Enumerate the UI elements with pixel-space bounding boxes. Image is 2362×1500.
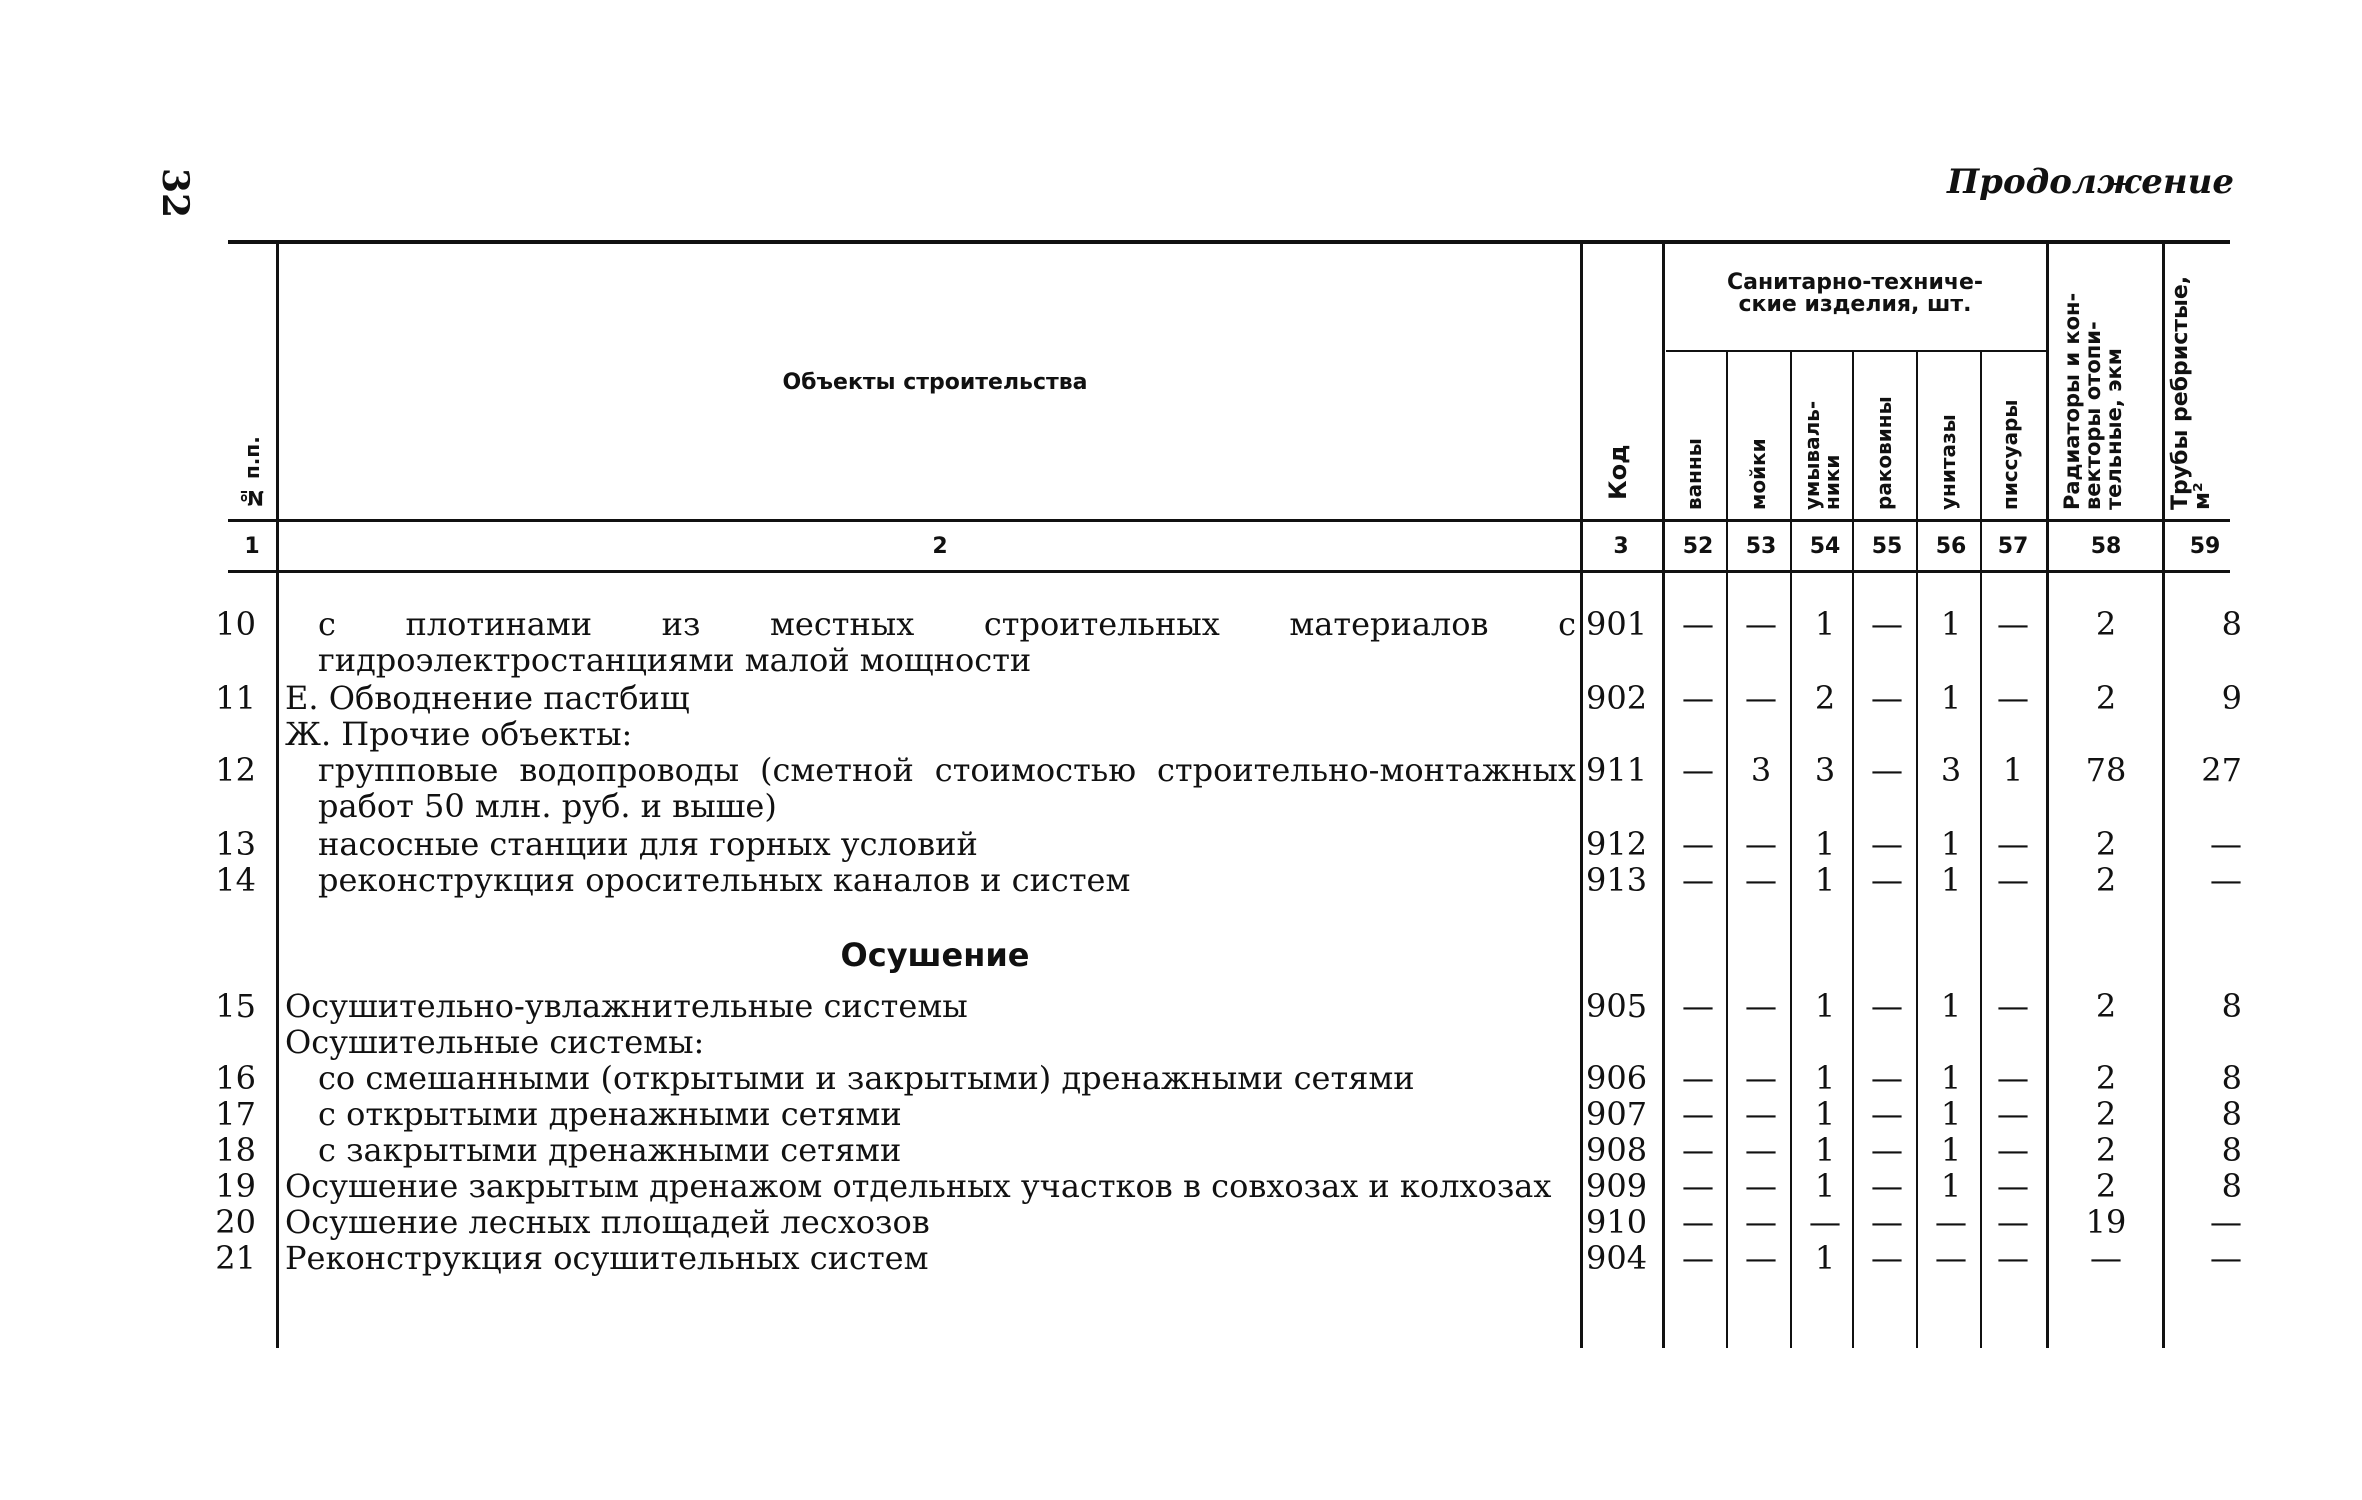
colnum-54: 54 — [1809, 534, 1841, 559]
row-value-57: — — [1997, 1095, 2029, 1133]
row-code: 913 — [1586, 861, 1648, 899]
colnum-2: 2 — [932, 534, 948, 559]
row-value-52: — — [1682, 605, 1714, 643]
row-value-52: — — [1682, 1203, 1714, 1241]
row-code: 905 — [1586, 987, 1648, 1025]
row-number: 21 — [215, 1239, 256, 1277]
header-sub-0: ванны — [1682, 438, 1706, 510]
row-value-58: 78 — [2085, 751, 2127, 789]
row-code: 907 — [1586, 1095, 1648, 1133]
continued-label: Продолжение — [1947, 162, 2234, 202]
row-object-name: Ж. Прочие объекты: — [285, 715, 633, 753]
colnum-59: 59 — [2189, 534, 2221, 559]
row-value-56: 1 — [1940, 1167, 1962, 1205]
header-code: Код — [1604, 444, 1632, 500]
row-value-52: — — [1682, 1095, 1714, 1133]
row-value-59: 27 — [2201, 751, 2242, 789]
row-value-55: — — [1871, 679, 1903, 717]
row-number: 16 — [215, 1059, 256, 1097]
row-value-55: — — [1871, 825, 1903, 863]
row-code: 906 — [1586, 1059, 1648, 1097]
row-number: 12 — [215, 751, 256, 789]
row-code: 908 — [1586, 1131, 1648, 1169]
header-sub-5: писсуары — [1998, 399, 2022, 510]
colnum-56: 56 — [1935, 534, 1967, 559]
header-sub-3: раковины — [1872, 396, 1896, 510]
colnum-bottom-rule — [228, 570, 2230, 573]
col-line-52 — [1662, 244, 1665, 1348]
row-code: 902 — [1586, 679, 1648, 717]
row-value-56: — — [1935, 1239, 1967, 1277]
row-value-57: — — [1997, 679, 2029, 717]
header-sub-4: унитазы — [1936, 414, 1960, 510]
row-value-58: 2 — [2095, 987, 2117, 1025]
row-value-52: — — [1682, 1059, 1714, 1097]
row-value-56: 1 — [1940, 861, 1962, 899]
colnum-55: 55 — [1871, 534, 1903, 559]
row-value-53: — — [1745, 1095, 1777, 1133]
row-number: 15 — [215, 987, 256, 1025]
row-value-52: — — [1682, 825, 1714, 863]
row-value-59: 8 — [2221, 1059, 2242, 1097]
colnum-1: 1 — [244, 534, 260, 559]
row-value-58: 2 — [2095, 825, 2117, 863]
row-value-55: — — [1871, 861, 1903, 899]
row-value-53: 3 — [1750, 751, 1772, 789]
row-value-54: 1 — [1814, 1095, 1836, 1133]
row-value-55: — — [1871, 1059, 1903, 1097]
row-value-59: — — [2210, 825, 2242, 863]
row-value-58: 2 — [2095, 1095, 2117, 1133]
row-value-57: — — [1997, 605, 2029, 643]
row-value-53: — — [1745, 861, 1777, 899]
row-object-name: Осушение закрытым дренажом отдельных участков в совхозах и колхозах — [285, 1167, 1552, 1205]
colnum-3: 3 — [1613, 534, 1629, 559]
col-line-56 — [1916, 350, 1918, 1348]
row-value-57: — — [1997, 825, 2029, 863]
col-line-54 — [1790, 350, 1792, 1348]
row-value-54: 1 — [1814, 825, 1836, 863]
row-value-57: — — [1997, 987, 2029, 1025]
row-value-58: 2 — [2095, 1131, 2117, 1169]
row-value-56: 1 — [1940, 1095, 1962, 1133]
row-value-53: — — [1745, 605, 1777, 643]
row-value-58: 2 — [2095, 679, 2117, 717]
row-value-59: 8 — [2221, 1167, 2242, 1205]
row-value-56: 1 — [1940, 605, 1962, 643]
row-number: 19 — [215, 1167, 256, 1205]
row-value-52: — — [1682, 987, 1714, 1025]
section-title: Осушение — [840, 936, 1030, 974]
colnum-58: 58 — [2090, 534, 2122, 559]
row-value-59: — — [2210, 1239, 2242, 1277]
row-code: 911 — [1586, 751, 1648, 789]
row-value-55: — — [1871, 1239, 1903, 1277]
row-object-name: Осушительно-увлажнительные системы — [285, 987, 968, 1025]
row-value-54: 2 — [1814, 679, 1836, 717]
row-code: 909 — [1586, 1167, 1648, 1205]
header-bottom-rule — [228, 519, 2230, 522]
row-value-53: — — [1745, 1239, 1777, 1277]
row-value-59: — — [2210, 1203, 2242, 1241]
row-object-name: с открытыми дренажными сетями — [318, 1095, 902, 1133]
row-number: 11 — [215, 679, 256, 717]
row-value-58: — — [2090, 1239, 2122, 1277]
row-code: 910 — [1586, 1203, 1648, 1241]
row-object-name: с плотинами из местных строительных материалов с гидроэлектростанциями малой мощности — [318, 605, 1576, 679]
row-value-54: 1 — [1814, 987, 1836, 1025]
row-value-55: — — [1871, 987, 1903, 1025]
row-value-52: — — [1682, 1239, 1714, 1277]
col-line-code — [1580, 244, 1583, 1348]
header-radiators: Радиаторы и кон- векторы отопи- тельные, экм — [2060, 292, 2126, 510]
row-code: 912 — [1586, 825, 1648, 863]
row-number: 17 — [215, 1095, 256, 1133]
row-value-58: 19 — [2085, 1203, 2127, 1241]
header-pipes: Трубы ребристые, м² — [2168, 275, 2215, 510]
row-value-56: 1 — [1940, 1131, 1962, 1169]
row-value-55: — — [1871, 1095, 1903, 1133]
row-value-57: — — [1997, 1239, 2029, 1277]
row-value-54: 3 — [1814, 751, 1836, 789]
col-line-57 — [1980, 350, 1982, 1348]
row-value-58: 2 — [2095, 861, 2117, 899]
row-value-53: — — [1745, 987, 1777, 1025]
header-objects: Объекты строительства — [782, 370, 1088, 395]
row-code: 904 — [1586, 1239, 1648, 1277]
row-object-name: с закрытыми дренажными сетями — [318, 1131, 902, 1169]
row-value-56: — — [1935, 1203, 1967, 1241]
table-top-rule — [228, 240, 2230, 244]
row-value-57: — — [1997, 1203, 2029, 1241]
row-value-56: 3 — [1940, 751, 1962, 789]
row-value-52: — — [1682, 861, 1714, 899]
col-line-num — [276, 244, 279, 1348]
row-number: 20 — [215, 1203, 256, 1241]
row-number: 18 — [215, 1131, 256, 1169]
row-value-53: — — [1745, 1167, 1777, 1205]
row-number: 10 — [215, 605, 256, 643]
row-value-53: — — [1745, 679, 1777, 717]
row-value-53: — — [1745, 825, 1777, 863]
row-object-name: Реконструкция осушительных систем — [285, 1239, 929, 1277]
header-sanitary: Санитарно-техниче- ские изделия, шт. — [1726, 270, 1984, 317]
row-value-58: 2 — [2095, 1059, 2117, 1097]
row-value-57: — — [1997, 1131, 2029, 1169]
row-value-59: — — [2210, 861, 2242, 899]
header-num: № п.п. — [240, 436, 264, 510]
row-value-59: 8 — [2221, 1095, 2242, 1133]
row-code: 901 — [1586, 605, 1648, 643]
row-value-56: 1 — [1940, 825, 1962, 863]
col-line-53 — [1726, 350, 1728, 1348]
header-sub-1: мойки — [1746, 438, 1770, 510]
row-object-name: групповые водопроводы (сметной стоимостью строительно-монтажных работ 50 млн. руб. и выше) — [318, 751, 1576, 825]
page-number: 32 — [154, 168, 196, 219]
row-object-name: со смешанными (открытыми и закрытыми) дренажными сетями — [318, 1059, 1415, 1097]
row-value-56: 1 — [1940, 1059, 1962, 1097]
row-value-57: — — [1997, 1059, 2029, 1097]
row-value-52: — — [1682, 751, 1714, 789]
row-value-58: 2 — [2095, 605, 2117, 643]
row-value-54: 1 — [1814, 1167, 1836, 1205]
row-value-54: 1 — [1814, 1239, 1836, 1277]
row-value-53: — — [1745, 1203, 1777, 1241]
row-value-59: 9 — [2221, 679, 2242, 717]
row-object-name: реконструкция оросительных каналов и систем — [318, 861, 1131, 899]
row-value-53: — — [1745, 1131, 1777, 1169]
col-line-58 — [2046, 244, 2049, 1348]
row-value-57: — — [1997, 1167, 2029, 1205]
row-object-name: Осушительные системы: — [285, 1023, 705, 1061]
row-value-55: — — [1871, 751, 1903, 789]
row-value-56: 1 — [1940, 679, 1962, 717]
row-value-53: — — [1745, 1059, 1777, 1097]
row-value-54: — — [1809, 1203, 1841, 1241]
row-value-54: 1 — [1814, 861, 1836, 899]
row-value-57: — — [1997, 861, 2029, 899]
row-value-54: 1 — [1814, 605, 1836, 643]
sanitary-subheader-rule — [1666, 350, 2046, 352]
row-value-55: — — [1871, 605, 1903, 643]
row-number: 14 — [215, 861, 256, 899]
row-object-name: Осушение лесных площадей лесхозов — [285, 1203, 930, 1241]
row-value-59: 8 — [2221, 987, 2242, 1025]
row-value-57: 1 — [2002, 751, 2024, 789]
row-object-name: Е. Обводнение пастбищ — [285, 679, 690, 717]
row-value-54: 1 — [1814, 1059, 1836, 1097]
row-object-name: насосные станции для горных условий — [318, 825, 978, 863]
row-value-52: — — [1682, 1131, 1714, 1169]
colnum-57: 57 — [1997, 534, 2029, 559]
row-value-59: 8 — [2221, 605, 2242, 643]
header-sub-2: умываль- ники — [1800, 400, 1844, 510]
colnum-53: 53 — [1745, 534, 1777, 559]
row-value-55: — — [1871, 1167, 1903, 1205]
row-value-55: — — [1871, 1131, 1903, 1169]
colnum-52: 52 — [1682, 534, 1714, 559]
row-value-58: 2 — [2095, 1167, 2117, 1205]
row-value-52: — — [1682, 679, 1714, 717]
row-number: 13 — [215, 825, 256, 863]
row-value-54: 1 — [1814, 1131, 1836, 1169]
row-value-59: 8 — [2221, 1131, 2242, 1169]
row-value-55: — — [1871, 1203, 1903, 1241]
row-value-56: 1 — [1940, 987, 1962, 1025]
row-value-52: — — [1682, 1167, 1714, 1205]
